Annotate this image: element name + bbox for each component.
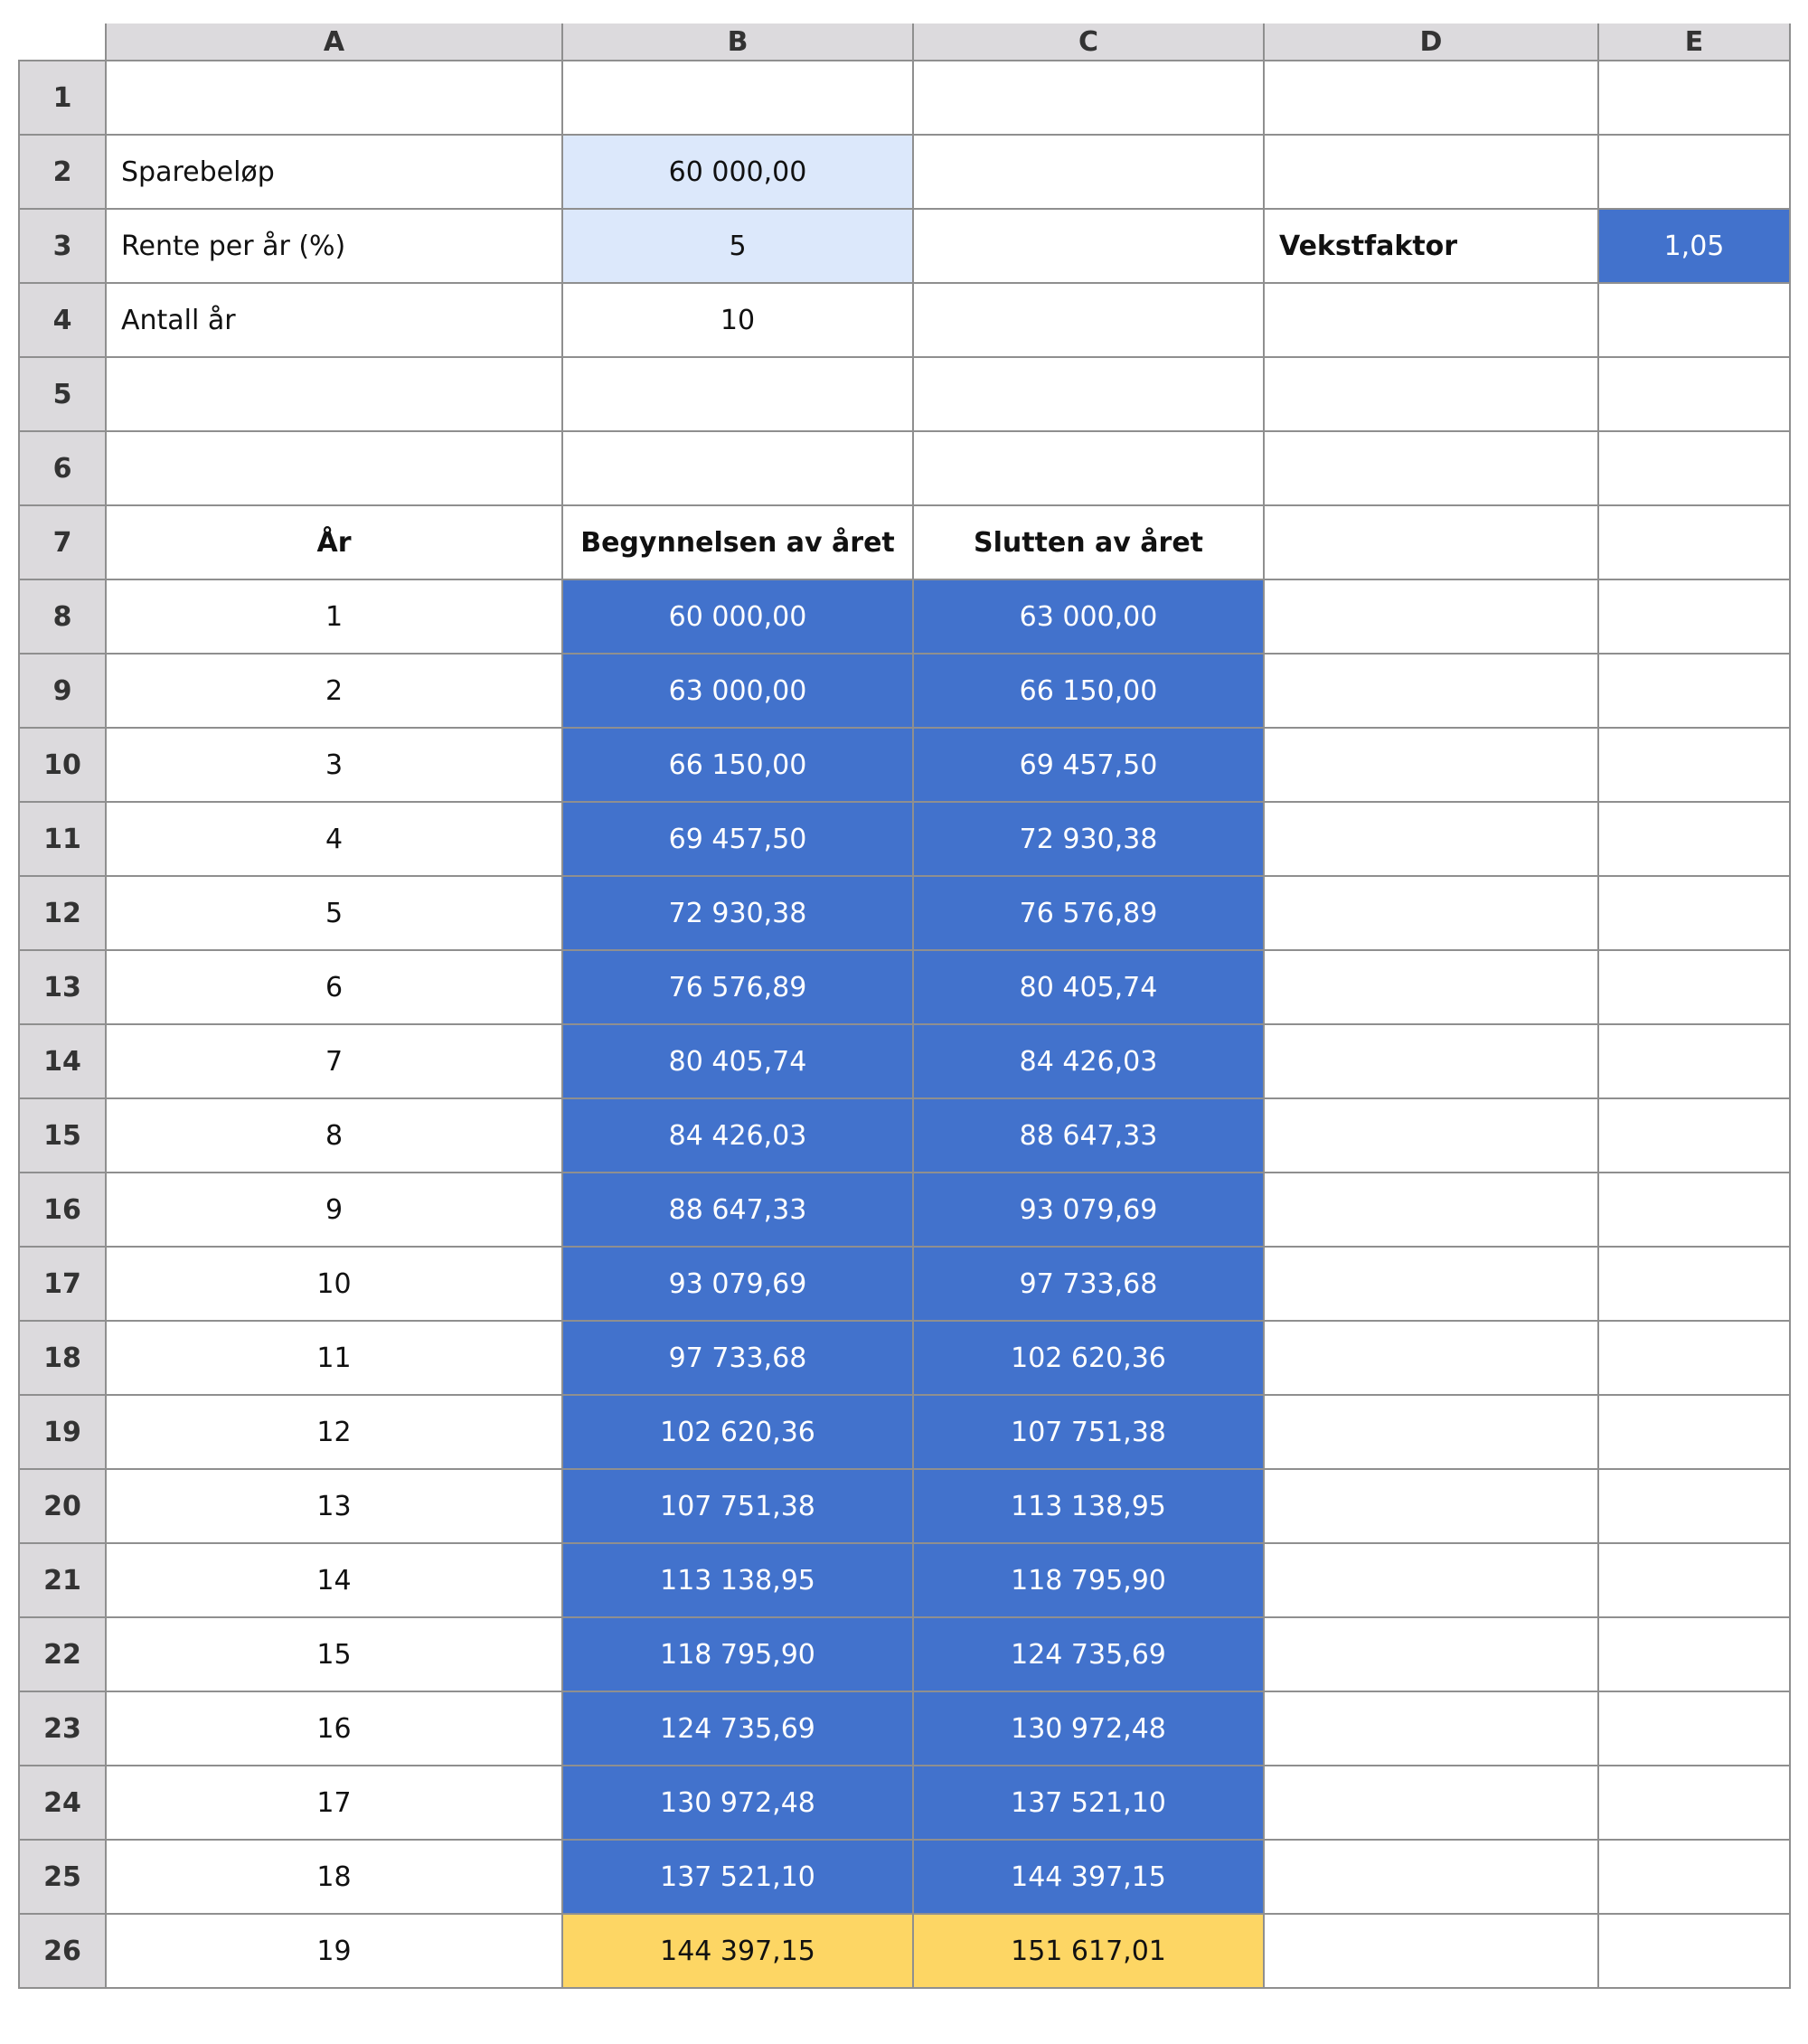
cell-a16[interactable]: 9 bbox=[106, 1173, 562, 1247]
row-header-17[interactable]: 17 bbox=[19, 1247, 106, 1321]
row-header-10[interactable]: 10 bbox=[19, 728, 106, 802]
cell-d9[interactable] bbox=[1264, 654, 1598, 728]
cell-e13[interactable] bbox=[1598, 950, 1790, 1024]
cell-b11[interactable]: 69 457,50 bbox=[562, 802, 913, 876]
table-row bbox=[19, 876, 1790, 950]
table-row bbox=[19, 283, 1790, 357]
cell-a1[interactable] bbox=[106, 61, 562, 135]
cell-c2[interactable] bbox=[913, 135, 1264, 209]
cell-a5[interactable] bbox=[106, 357, 562, 431]
cell-e8[interactable] bbox=[1598, 579, 1790, 654]
cell-d7[interactable] bbox=[1264, 505, 1598, 579]
row-header-23[interactable]: 23 bbox=[19, 1691, 106, 1766]
table-row bbox=[19, 1098, 1790, 1173]
cell-e10[interactable] bbox=[1598, 728, 1790, 802]
column-header-b[interactable]: B bbox=[562, 24, 913, 61]
row-header-6[interactable]: 6 bbox=[19, 431, 106, 505]
cell-b3[interactable]: 5 bbox=[562, 209, 913, 283]
table-row bbox=[19, 357, 1790, 431]
table-row bbox=[19, 1617, 1790, 1691]
column-header-row bbox=[19, 24, 1790, 61]
row-header-8[interactable]: 8 bbox=[19, 579, 106, 654]
cell-c14[interactable]: 84 426,03 bbox=[913, 1024, 1264, 1098]
cell-c8[interactable]: 63 000,00 bbox=[913, 579, 1264, 654]
row-header-9[interactable]: 9 bbox=[19, 654, 106, 728]
cell-d6[interactable] bbox=[1264, 431, 1598, 505]
cell-a19[interactable]: 12 bbox=[106, 1395, 562, 1469]
cell-b1[interactable] bbox=[562, 61, 913, 135]
cell-c22[interactable]: 124 735,69 bbox=[913, 1617, 1264, 1691]
cell-c13[interactable]: 80 405,74 bbox=[913, 950, 1264, 1024]
cell-c9[interactable]: 66 150,00 bbox=[913, 654, 1264, 728]
cell-a24[interactable]: 17 bbox=[106, 1766, 562, 1840]
row-header-7[interactable]: 7 bbox=[19, 505, 106, 579]
cell-d22[interactable] bbox=[1264, 1617, 1598, 1691]
cell-c3[interactable] bbox=[913, 209, 1264, 283]
cell-a7[interactable]: År bbox=[106, 505, 562, 579]
cell-e15[interactable] bbox=[1598, 1098, 1790, 1173]
table-row bbox=[19, 579, 1790, 654]
table-row bbox=[19, 209, 1790, 283]
cell-e22[interactable] bbox=[1598, 1617, 1790, 1691]
table-row bbox=[19, 61, 1790, 135]
cell-e9[interactable] bbox=[1598, 654, 1790, 728]
table-row bbox=[19, 728, 1790, 802]
row-header-15[interactable]: 15 bbox=[19, 1098, 106, 1173]
cell-c18[interactable]: 102 620,36 bbox=[913, 1321, 1264, 1395]
cell-d15[interactable] bbox=[1264, 1098, 1598, 1173]
row-header-22[interactable]: 22 bbox=[19, 1617, 106, 1691]
row-header-20[interactable]: 20 bbox=[19, 1469, 106, 1543]
cell-e25[interactable] bbox=[1598, 1840, 1790, 1914]
row-header-26[interactable]: 26 bbox=[19, 1914, 106, 1988]
cell-c21[interactable]: 118 795,90 bbox=[913, 1543, 1264, 1617]
cell-a8[interactable]: 1 bbox=[106, 579, 562, 654]
cell-a6[interactable] bbox=[106, 431, 562, 505]
cell-d3[interactable]: Vekstfaktor bbox=[1264, 209, 1598, 283]
cell-d18[interactable] bbox=[1264, 1321, 1598, 1395]
cell-b5[interactable] bbox=[562, 357, 913, 431]
column-header-e[interactable]: E bbox=[1598, 24, 1790, 61]
table-row bbox=[19, 1321, 1790, 1395]
cell-a4[interactable]: Antall år bbox=[106, 283, 562, 357]
row-header-12[interactable]: 12 bbox=[19, 876, 106, 950]
cell-a14[interactable]: 7 bbox=[106, 1024, 562, 1098]
cell-b17[interactable]: 93 079,69 bbox=[562, 1247, 913, 1321]
cell-c4[interactable] bbox=[913, 283, 1264, 357]
cell-b15[interactable]: 84 426,03 bbox=[562, 1098, 913, 1173]
cell-c17[interactable]: 97 733,68 bbox=[913, 1247, 1264, 1321]
cell-c26[interactable]: 151 617,01 bbox=[913, 1914, 1264, 1988]
cell-c7[interactable]: Slutten av året bbox=[913, 505, 1264, 579]
table-row bbox=[19, 1247, 1790, 1321]
cell-d1[interactable] bbox=[1264, 61, 1598, 135]
cell-c10[interactable]: 69 457,50 bbox=[913, 728, 1264, 802]
cell-b13[interactable]: 76 576,89 bbox=[562, 950, 913, 1024]
sheet-body bbox=[19, 61, 1790, 1988]
cell-b14[interactable]: 80 405,74 bbox=[562, 1024, 913, 1098]
cell-b2[interactable]: 60 000,00 bbox=[562, 135, 913, 209]
cell-a2[interactable]: Sparebeløp bbox=[106, 135, 562, 209]
cell-e17[interactable] bbox=[1598, 1247, 1790, 1321]
cell-b25[interactable]: 137 521,10 bbox=[562, 1840, 913, 1914]
column-header-c[interactable]: C bbox=[913, 24, 1264, 61]
table-row bbox=[19, 802, 1790, 876]
cell-c19[interactable]: 107 751,38 bbox=[913, 1395, 1264, 1469]
row-header-13[interactable]: 13 bbox=[19, 950, 106, 1024]
cell-e11[interactable] bbox=[1598, 802, 1790, 876]
table-row bbox=[19, 1914, 1790, 1988]
cell-a11[interactable]: 4 bbox=[106, 802, 562, 876]
cell-d24[interactable] bbox=[1264, 1766, 1598, 1840]
row-header-3[interactable]: 3 bbox=[19, 209, 106, 283]
row-header-18[interactable]: 18 bbox=[19, 1321, 106, 1395]
cell-b12[interactable]: 72 930,38 bbox=[562, 876, 913, 950]
cell-d12[interactable] bbox=[1264, 876, 1598, 950]
cell-d23[interactable] bbox=[1264, 1691, 1598, 1766]
cell-a12[interactable]: 5 bbox=[106, 876, 562, 950]
row-header-19[interactable]: 19 bbox=[19, 1395, 106, 1469]
cell-e18[interactable] bbox=[1598, 1321, 1790, 1395]
cell-e21[interactable] bbox=[1598, 1543, 1790, 1617]
row-header-11[interactable]: 11 bbox=[19, 802, 106, 876]
cell-b16[interactable]: 88 647,33 bbox=[562, 1173, 913, 1247]
cell-b18[interactable]: 97 733,68 bbox=[562, 1321, 913, 1395]
row-header-4[interactable]: 4 bbox=[19, 283, 106, 357]
cell-c15[interactable]: 88 647,33 bbox=[913, 1098, 1264, 1173]
cell-b24[interactable]: 130 972,48 bbox=[562, 1766, 913, 1840]
cell-b20[interactable]: 107 751,38 bbox=[562, 1469, 913, 1543]
cell-d14[interactable] bbox=[1264, 1024, 1598, 1098]
cell-c5[interactable] bbox=[913, 357, 1264, 431]
cell-a15[interactable]: 8 bbox=[106, 1098, 562, 1173]
cell-c23[interactable]: 130 972,48 bbox=[913, 1691, 1264, 1766]
table-row bbox=[19, 654, 1790, 728]
row-header-5[interactable]: 5 bbox=[19, 357, 106, 431]
cell-c20[interactable]: 113 138,95 bbox=[913, 1469, 1264, 1543]
cell-e19[interactable] bbox=[1598, 1395, 1790, 1469]
row-header-16[interactable]: 16 bbox=[19, 1173, 106, 1247]
cell-a9[interactable]: 2 bbox=[106, 654, 562, 728]
cell-b8[interactable]: 60 000,00 bbox=[562, 579, 913, 654]
cell-b9[interactable]: 63 000,00 bbox=[562, 654, 913, 728]
row-header-2[interactable]: 2 bbox=[19, 135, 106, 209]
cell-a17[interactable]: 10 bbox=[106, 1247, 562, 1321]
cell-e26[interactable] bbox=[1598, 1914, 1790, 1988]
cell-a3[interactable]: Rente per år (%) bbox=[106, 209, 562, 283]
cell-e14[interactable] bbox=[1598, 1024, 1790, 1098]
cell-e4[interactable] bbox=[1598, 283, 1790, 357]
spreadsheet bbox=[18, 24, 1791, 1989]
column-header-a[interactable]: A bbox=[106, 24, 562, 61]
cell-c6[interactable] bbox=[913, 431, 1264, 505]
cell-e6[interactable] bbox=[1598, 431, 1790, 505]
row-header-1[interactable]: 1 bbox=[19, 61, 106, 135]
cell-c16[interactable]: 93 079,69 bbox=[913, 1173, 1264, 1247]
cell-e5[interactable] bbox=[1598, 357, 1790, 431]
cell-a21[interactable]: 14 bbox=[106, 1543, 562, 1617]
cell-d25[interactable] bbox=[1264, 1840, 1598, 1914]
cell-a18[interactable]: 11 bbox=[106, 1321, 562, 1395]
cell-d10[interactable] bbox=[1264, 728, 1598, 802]
cell-e1[interactable] bbox=[1598, 61, 1790, 135]
cell-d13[interactable] bbox=[1264, 950, 1598, 1024]
cell-d16[interactable] bbox=[1264, 1173, 1598, 1247]
table-row bbox=[19, 1395, 1790, 1469]
cell-b19[interactable]: 102 620,36 bbox=[562, 1395, 913, 1469]
cell-d17[interactable] bbox=[1264, 1247, 1598, 1321]
cell-e16[interactable] bbox=[1598, 1173, 1790, 1247]
cell-a10[interactable]: 3 bbox=[106, 728, 562, 802]
cell-b22[interactable]: 118 795,90 bbox=[562, 1617, 913, 1691]
cell-d5[interactable] bbox=[1264, 357, 1598, 431]
cell-d8[interactable] bbox=[1264, 579, 1598, 654]
cell-c25[interactable]: 144 397,15 bbox=[913, 1840, 1264, 1914]
row-header-14[interactable]: 14 bbox=[19, 1024, 106, 1098]
spreadsheet-grid bbox=[18, 24, 1791, 1989]
cell-e3[interactable]: 1,05 bbox=[1598, 209, 1790, 283]
cell-c12[interactable]: 76 576,89 bbox=[913, 876, 1264, 950]
cell-b21[interactable]: 113 138,95 bbox=[562, 1543, 913, 1617]
table-row bbox=[19, 135, 1790, 209]
cell-b6[interactable] bbox=[562, 431, 913, 505]
row-header-21[interactable]: 21 bbox=[19, 1543, 106, 1617]
cell-b4[interactable]: 10 bbox=[562, 283, 913, 357]
table-row bbox=[19, 1543, 1790, 1617]
table-row bbox=[19, 431, 1790, 505]
cell-d20[interactable] bbox=[1264, 1469, 1598, 1543]
cell-d19[interactable] bbox=[1264, 1395, 1598, 1469]
table-row bbox=[19, 950, 1790, 1024]
cell-e12[interactable] bbox=[1598, 876, 1790, 950]
cell-e20[interactable] bbox=[1598, 1469, 1790, 1543]
table-row bbox=[19, 1173, 1790, 1247]
table-row bbox=[19, 1024, 1790, 1098]
cell-a25[interactable]: 18 bbox=[106, 1840, 562, 1914]
cell-e24[interactable] bbox=[1598, 1766, 1790, 1840]
cell-b23[interactable]: 124 735,69 bbox=[562, 1691, 913, 1766]
cell-e23[interactable] bbox=[1598, 1691, 1790, 1766]
cell-e7[interactable] bbox=[1598, 505, 1790, 579]
table-row bbox=[19, 1469, 1790, 1543]
cell-c1[interactable] bbox=[913, 61, 1264, 135]
row-header-25[interactable]: 25 bbox=[19, 1840, 106, 1914]
cell-e2[interactable] bbox=[1598, 135, 1790, 209]
table-row bbox=[19, 1691, 1790, 1766]
cell-d11[interactable] bbox=[1264, 802, 1598, 876]
cell-d2[interactable] bbox=[1264, 135, 1598, 209]
cell-a13[interactable]: 6 bbox=[106, 950, 562, 1024]
cell-d4[interactable] bbox=[1264, 283, 1598, 357]
row-header-24[interactable]: 24 bbox=[19, 1766, 106, 1840]
table-row bbox=[19, 505, 1790, 579]
cell-c24[interactable]: 137 521,10 bbox=[913, 1766, 1264, 1840]
column-header-d[interactable]: D bbox=[1264, 24, 1598, 61]
cell-a23[interactable]: 16 bbox=[106, 1691, 562, 1766]
cell-b7[interactable]: Begynnelsen av året bbox=[562, 505, 913, 579]
table-row bbox=[19, 1766, 1790, 1840]
cell-a20[interactable]: 13 bbox=[106, 1469, 562, 1543]
cell-a22[interactable]: 15 bbox=[106, 1617, 562, 1691]
cell-a26[interactable]: 19 bbox=[106, 1914, 562, 1988]
cell-d21[interactable] bbox=[1264, 1543, 1598, 1617]
cell-d26[interactable] bbox=[1264, 1914, 1598, 1988]
select-all-corner[interactable] bbox=[19, 24, 106, 61]
cell-b26[interactable]: 144 397,15 bbox=[562, 1914, 913, 1988]
cell-c11[interactable]: 72 930,38 bbox=[913, 802, 1264, 876]
table-row bbox=[19, 1840, 1790, 1914]
cell-b10[interactable]: 66 150,00 bbox=[562, 728, 913, 802]
